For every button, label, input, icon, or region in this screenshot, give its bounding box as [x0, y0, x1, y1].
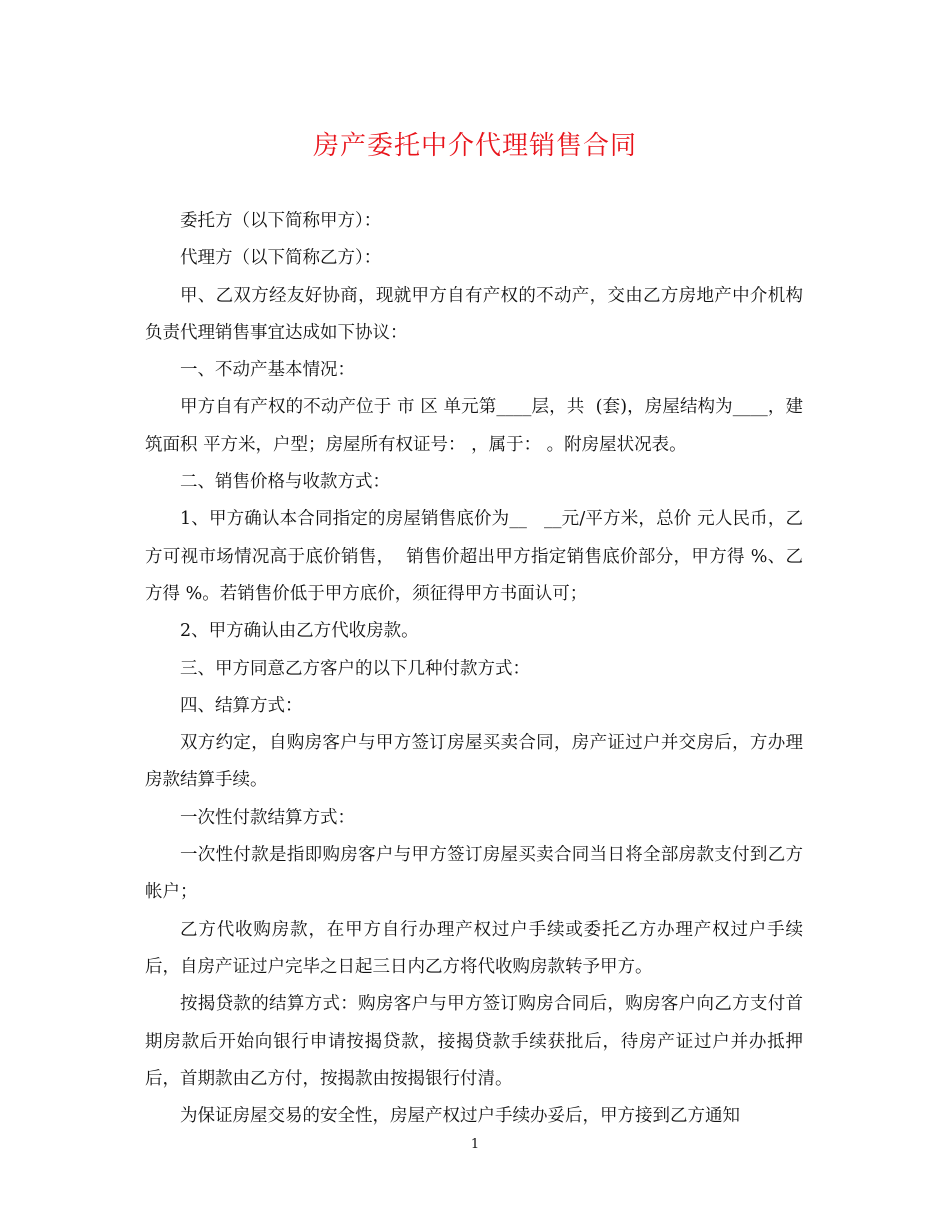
section-heading-price: 二、销售价格与收款方式：: [180, 472, 390, 493]
paragraph-settlement-agreement: 双方约定，自购房客户与甲方签订房屋买卖合同，房产证过户并交房后，方办理房款结算手续。: [145, 733, 803, 791]
paragraph-safety: 为保证房屋交易的安全性，房屋产权过户手续办妥后，甲方接到乙方通知: [180, 1106, 740, 1127]
page-number: 1: [470, 1137, 480, 1152]
paragraph-mortgage-settlement: 按揭贷款的结算方式：购房客户与甲方签订购房合同后，购房客户向乙方支付首期房款后开始向银行申请按揭贷款，接揭贷款手续获批后，待房产证过户并办抵押后，首期款由乙方付，按揭款由按揭银行付清。: [145, 994, 803, 1089]
section-heading-property: 一、不动产基本情况：: [180, 360, 355, 381]
section-heading-settlement: 四、结算方式：: [180, 695, 303, 716]
section-heading-payment-methods: 三、甲方同意乙方客户的以下几种付款方式：: [180, 658, 530, 679]
document-body: [145, 203, 803, 1135]
document-title: 房产委托中介代理销售合同: [312, 131, 637, 161]
paragraph-preamble: 甲、乙双方经友好协商，现就甲方自有产权的不动产，交由乙方房地产中介机构负责代理销售事宜达成如下协议：: [145, 285, 803, 343]
paragraph-agent: 代理方（以下简称乙方）：: [180, 248, 382, 269]
paragraph-lump-sum-definition: 一次性付款是指即购房客户与甲方签订房屋买卖合同当日将全部房款支付到乙方帐户；: [145, 845, 803, 903]
paragraph-price-clause-1: 1、甲方确认本合同指定的房屋销售底价为__ __元/平方米，总价 元人民币，乙方可视市场情况高于底价销售， 销售价超出甲方指定销售底价部分，甲方得 %、乙方得 %。若销售价低于甲方底价，须征得甲方书面认可；: [145, 509, 803, 604]
paragraph-lump-sum-transfer: 乙方代收购房款，在甲方自行办理产权过户手续或委托乙方办理产权过户手续后，自房产证过户完毕之日起三日内乙方将代收购房款转予甲方。: [145, 919, 803, 977]
paragraph-property-details: 甲方自有产权的不动产位于 市 区 单元第____层，共 (套)，房屋结构为____，建筑面积 平方米，户型；房屋所有权证号： ，属于： 。附房屋状况表。: [145, 397, 803, 455]
paragraph-price-clause-2: 2、甲方确认由乙方代收房款。: [180, 621, 419, 642]
paragraph-lump-sum-heading: 一次性付款结算方式：: [180, 807, 355, 828]
paragraph-principal: 委托方（以下简称甲方）：: [180, 211, 382, 231]
